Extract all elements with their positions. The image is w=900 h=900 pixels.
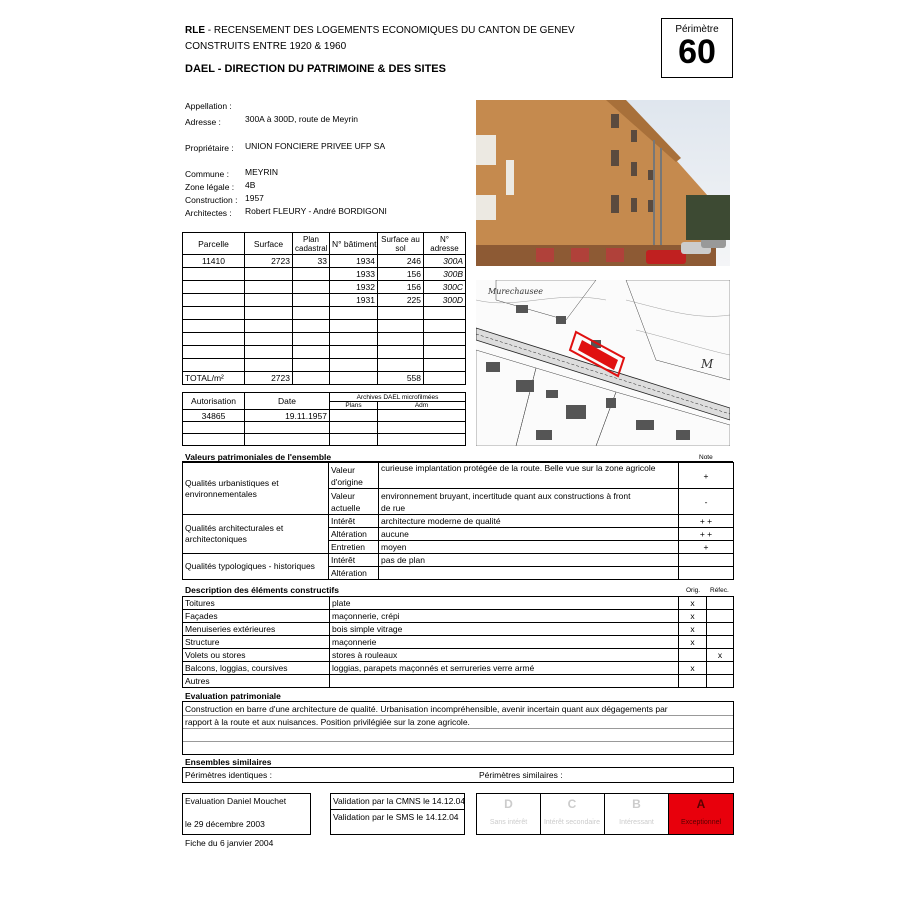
element-orig: x <box>679 623 707 636</box>
map-svg <box>476 280 730 446</box>
element-value: maçonnerie <box>330 636 679 649</box>
valeur-key: Valeur actuelle <box>329 489 379 515</box>
valeur-key: Valeur d'origine <box>329 463 379 489</box>
valeur-text: aucune <box>379 528 679 541</box>
validation-cmns: Validation par la CMNS le 14.12.04 <box>333 796 466 806</box>
ensembles-title: Ensembles similaires <box>185 757 272 767</box>
valeur-key: Altération <box>329 567 379 580</box>
grade-label: Intéressant <box>619 819 654 826</box>
evaluation-date: le 29 décembre 2003 <box>185 819 265 829</box>
autorisation-label: Autorisation <box>183 393 245 410</box>
table-row <box>183 255 466 268</box>
element-label: Balcons, loggias, coursives <box>183 662 330 675</box>
col-parcelle: Parcelle <box>183 233 245 255</box>
table-row <box>183 649 734 662</box>
valeurs-table <box>182 462 734 580</box>
valeur-key: Altération <box>329 528 379 541</box>
element-refec <box>707 636 734 649</box>
perimetre-box <box>661 18 733 78</box>
table-row <box>183 610 734 623</box>
parcel-table <box>182 232 466 385</box>
grade-letter: B <box>632 797 641 811</box>
adresse-label: Adresse : <box>185 117 221 127</box>
cell <box>293 281 330 294</box>
valeur-text: environnement bruyant, incertitude quant aux constructions à front de rue <box>379 489 679 515</box>
element-value: bois simple vitrage <box>330 623 679 636</box>
table-row <box>183 597 734 610</box>
construction-value: 1957 <box>245 193 264 203</box>
valeur-note <box>679 567 734 580</box>
element-orig: x <box>679 597 707 610</box>
valeur-key: Entretien <box>329 541 379 554</box>
valeur-note: + <box>679 541 734 554</box>
table-row <box>183 268 466 281</box>
header-line1: RLE - RECENSEMENT DES LOGEMENTS ECONOMIQUES DU CANTON DE GENEV <box>185 25 575 36</box>
autorisation-value: 34865 <box>183 410 245 422</box>
archives-label: Archives DAEL microfilmées <box>330 393 466 402</box>
element-refec <box>707 662 734 675</box>
valeurs-group-architecturales: Qualités architecturales et architectoniques <box>183 515 329 554</box>
grade-label: Intérêt secondaire <box>543 819 601 826</box>
valeur-note <box>679 554 734 567</box>
cell: 11410 <box>183 255 245 268</box>
col-plan: Plan cadastral <box>293 233 330 255</box>
cell <box>183 294 245 307</box>
cell <box>245 294 293 307</box>
valeurs-group-urbanistique: Qualités urbanistiques et environnementales <box>183 463 329 515</box>
elements-title: Description des éléments constructifs <box>185 585 339 595</box>
grade-letter: C <box>567 797 577 811</box>
total-label: TOTAL/m² <box>183 372 245 385</box>
perimetres-similaires: Périmètres similaires : <box>479 770 563 780</box>
table-row <box>183 675 734 688</box>
element-refec <box>707 623 734 636</box>
svg-text:M: M <box>701 357 714 371</box>
col-surface: Surface <box>245 233 293 255</box>
grade-d <box>477 794 541 834</box>
perimetre-number: 60 <box>678 33 716 71</box>
grade-letter: A <box>696 797 706 811</box>
building-photo <box>476 100 730 266</box>
photo-svg <box>476 100 730 266</box>
total-surface: 2723 <box>245 372 293 385</box>
proprietaire-label: Propriétaire : <box>185 143 234 153</box>
element-refec <box>707 675 734 688</box>
map-place-label: Murechausee <box>488 287 544 296</box>
valeur-text <box>379 567 679 580</box>
element-value <box>330 675 679 688</box>
table-row <box>183 662 734 675</box>
grade-label: Sans intérêt <box>489 819 528 826</box>
table-row <box>183 294 466 307</box>
grade-letter: D <box>504 797 513 811</box>
grade-label: Exceptionnel <box>680 819 722 826</box>
zone-label: Zone légale : <box>185 182 235 192</box>
architectes-value: Robert FLEURY - André BORDIGONI <box>245 206 387 216</box>
cadastral-map <box>476 280 730 446</box>
refec-label: Réfec. <box>710 587 729 594</box>
elements-table <box>182 596 734 688</box>
construction-label: Construction : <box>185 195 238 205</box>
evaluation-line2: rapport à la route et aux nuisances. Position privilégiée sur la zone agricole. <box>185 717 470 727</box>
cell: 1931 <box>330 294 378 307</box>
cell <box>183 268 245 281</box>
cell: 1934 <box>330 255 378 268</box>
cell: 300B <box>424 268 466 281</box>
valeur-note: - <box>679 489 734 515</box>
architectes-label: Architectes : <box>185 208 232 218</box>
note-label: Note <box>699 454 713 461</box>
valeur-key: Intérêt <box>329 515 379 528</box>
validation-box <box>330 793 465 835</box>
cell: 246 <box>378 255 424 268</box>
valeurs-title: Valeurs patrimoniales de l'ensemble <box>185 452 332 462</box>
element-orig <box>679 675 707 688</box>
cell: 2723 <box>245 255 293 268</box>
cell: 300A <box>424 255 466 268</box>
total-sol: 558 <box>378 372 424 385</box>
cell <box>293 268 330 281</box>
fiche-date: Fiche du 6 janvier 2004 <box>185 838 274 848</box>
cell <box>245 281 293 294</box>
cell <box>183 281 245 294</box>
zone-value: 4B <box>245 180 256 190</box>
valeur-note: + + <box>679 515 734 528</box>
col-adresse: N° adresse <box>424 233 466 255</box>
element-value: maçonnerie, crépi <box>330 610 679 623</box>
evaluation-line1: Construction en barre d'une architecture de qualité. Urbanisation incompréhensible, avenir incertain quant aux dégagements par <box>185 704 668 714</box>
element-refec: x <box>707 649 734 662</box>
ensembles-box <box>182 767 734 783</box>
element-orig: x <box>679 662 707 675</box>
cell: 225 <box>378 294 424 307</box>
element-refec <box>707 610 734 623</box>
cell: 156 <box>378 268 424 281</box>
element-label: Menuiseries extérieures <box>183 623 330 636</box>
evaluation-title: Evaluation patrimoniale <box>185 691 281 701</box>
cell: 1932 <box>330 281 378 294</box>
valeur-text: architecture moderne de qualité <box>379 515 679 528</box>
valeur-note: + + <box>679 528 734 541</box>
commune-label: Commune : <box>185 169 229 179</box>
commune-value: MEYRIN <box>245 167 279 177</box>
cell: 33 <box>293 255 330 268</box>
valeur-text: moyen <box>379 541 679 554</box>
authorization-table <box>182 392 466 446</box>
grade-box <box>476 793 734 835</box>
validation-sms: Validation par le SMS le 14.12.04 <box>333 812 459 822</box>
element-value: plate <box>330 597 679 610</box>
element-refec <box>707 597 734 610</box>
adresse-value: 300A à 300D, route de Meyrin <box>245 114 358 124</box>
adm-label: Adm <box>378 402 466 410</box>
plans-label: Plans <box>330 402 378 410</box>
valeurs-group-typologiques: Qualités typologiques - historiques <box>183 554 329 580</box>
orig-label: Orig. <box>686 587 701 594</box>
cell <box>245 268 293 281</box>
cell: 1933 <box>330 268 378 281</box>
perimetres-identiques: Périmètres identiques : <box>185 770 272 780</box>
evaluation-author: Evaluation Daniel Mouchet <box>185 796 287 806</box>
element-value: stores à rouleaux <box>330 649 679 662</box>
date-value: 19.11.1957 <box>245 410 330 422</box>
date-label: Date <box>245 393 330 410</box>
element-label: Toitures <box>183 597 330 610</box>
element-label: Façades <box>183 610 330 623</box>
valeur-text: pas de plan <box>379 554 679 567</box>
perimetre-label: Périmètre <box>675 24 719 35</box>
element-orig: x <box>679 636 707 649</box>
appellation-label: Appellation : <box>185 101 232 111</box>
evaluation-author-box <box>182 793 311 835</box>
table-row <box>183 636 734 649</box>
grade-a-selected <box>669 794 733 834</box>
table-row <box>183 623 734 636</box>
cell <box>293 294 330 307</box>
cell: 300C <box>424 281 466 294</box>
cell: 156 <box>378 281 424 294</box>
element-label: Structure <box>183 636 330 649</box>
valeur-key: Intérêt <box>329 554 379 567</box>
element-value: loggias, parapets maçonnés et serrureries verre armé <box>330 662 679 675</box>
table-row <box>183 281 466 294</box>
cell: 300D <box>424 294 466 307</box>
header-line2: CONSTRUITS ENTRE 1920 & 1960 <box>185 41 347 52</box>
col-batiment: N° bâtiment <box>330 233 378 255</box>
element-label: Volets ou stores <box>183 649 330 662</box>
total-row <box>183 372 466 385</box>
col-surface-sol: Surface au sol <box>378 233 424 255</box>
valeur-note: + <box>679 463 734 489</box>
grade-c <box>540 794 605 834</box>
element-orig: x <box>679 610 707 623</box>
element-label: Autres <box>183 675 330 688</box>
evaluation-box <box>182 701 734 755</box>
element-orig <box>679 649 707 662</box>
grade-b <box>605 794 669 834</box>
proprietaire-value: UNION FONCIERE PRIVEE UFP SA <box>245 141 386 151</box>
valeur-text: curieuse implantation protégée de la route. Belle vue sur la zone agricole <box>379 463 679 489</box>
header-title: DAEL - DIRECTION DU PATRIMOINE & DES SITES <box>185 63 446 75</box>
